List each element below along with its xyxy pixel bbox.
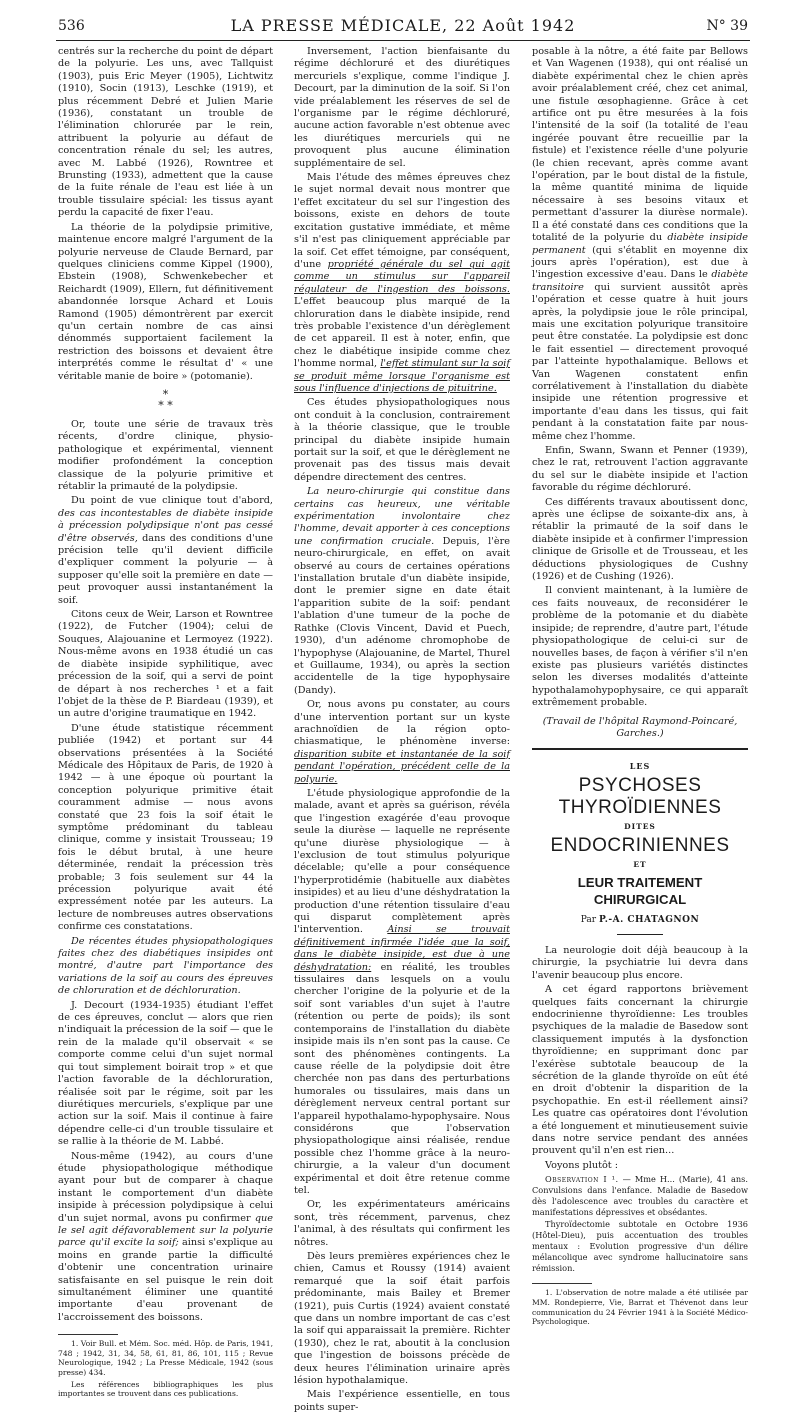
paragraph: Enfin, Swann, Swann et Penner (1939), chez le rat, retrouvent l'action aggravante du sel sur le diabète insipide et l'action favorable du régime déchloruré. [532, 445, 748, 494]
article-title-line-2: ENDOCRINIENNES [550, 835, 730, 857]
article-kicker: LES [629, 761, 651, 772]
paragraph: Il convient maintenant, à la lumière de ces faits nouveaux, de reconsidérer le problème de la potomanie et du diabète insipide; de reprendre, d'autre part, l'étude physiopathologique de celui-ci sur de nouvelles bases, de façon à vérifier s'il n'en existe pas plusieurs variétés distinctes selon les diverses modalités d'atteinte hypothalamohypophysaire, ce qui apparaît extrêmement probable. [532, 585, 748, 709]
article-title-connector: ET [633, 860, 647, 870]
paragraph: J. Decourt (1934-1935) étudiant l'effet de ces épreuves, conclut — alors que rien n'indiquait la précession de la soif — que le rein de la malade qu'il observait « se comporte comme celui d'un sujet normal qui tout simplement boirait trop » et que l'action favorable de la déchloruration, réalisée soit par le régime, soit par les diurétiques mercuriels, s'explique par une action sur la soif. Mais il continue à faire dépendre celle-ci d'un trouble tissulaire et se rallie à la théorie de M. Labbé. [58, 999, 273, 1148]
article-title-line-3: LEUR TRAITEMENT CHIRURGICAL [577, 874, 703, 907]
footnote: 1. L'observation de notre malade a été utilisée par MM. Rondepierre, Vie, Barrat et Thévenot dans leur communication du 24 Février 1941 à la Société Médico-Psychologique. [532, 1288, 748, 1327]
paragraph: Or, les expérimentateurs américains sont, très récemment, parvenus, chez l'animal, à des résultats qui confirment les nôtres. [294, 1199, 510, 1248]
paragraph: Ces différents travaux aboutissent donc, après une éclipse de soixante-dix ans, à rétablir la primauté de la soif dans le diabète insipide et à confirmer l'impression clinique de Grisolle et de Trousseau, et les déductions physiologiques de Cushny (1926) et de Cushing (1926). [532, 496, 748, 583]
footnote: Les références bibliographiques les plus importantes se trouvent dans ces publications. [58, 1379, 273, 1399]
paragraph: Citons ceux de Weir, Larson et Rowntree (1922), de Futcher (1904); celui de Souques, Alajouanine et Lermoyez (1922). Nous-même avons en 1938 étudié un cas de diabète insipide syphilitique, avec précession de la soif, qui a servi de point de départ à nos recherches ¹ et a fait l'objet de la thèse de P. Biardeau (1939), et un autre d'origine traumatique en 1942. [58, 609, 273, 720]
journal-title: LA PRESSE MÉDICALE, 22 Août 1942 [230, 16, 576, 35]
footnote-separator [532, 1283, 592, 1284]
title-rule [617, 934, 663, 935]
article-title-connector: DITES [624, 821, 656, 831]
page-number: 536 [58, 18, 85, 34]
paragraph: Ces études physiopathologiques nous ont conduit à la conclusion, contrairement à la théorie classique, que le trouble principal du diabète insipide humain portait sur la soif, et que le dérèglement ne provenait pas des tissus mais devait dépendre directement des centres. [294, 397, 510, 483]
observation: Thyroïdectomie subtotale en Octobre 1936 (Hôtel-Dieu), puis accentuation des troubles mentaux : Evolution progressive d'un délire mélancolique avec syndrome hallucinatoire sans rémission. [532, 1219, 748, 1273]
paragraph: De récentes études physiopathologiques faites chez des diabétiques insipides ont montré, d'autre part l'importance des variations de la soif au cours des épreuves de chloruration et de déchloruration. [58, 935, 273, 997]
article-title-line-1: PSYCHOSES THYROÏDIENNES [558, 774, 722, 818]
paragraph: Voyons plutôt : [545, 1159, 619, 1171]
column-1 [58, 46, 274, 1399]
paragraph: Or, nous avons pu constater, au cours d'une intervention portant sur un kyste arachnoïdien de la région opto-chiasmatique, le phénomène inverse: disparition subite et instantanée de la soif pendant l'opération, précédent celle de la polyurie. [294, 699, 510, 785]
paragraph: Du point de vue clinique tout d'abord, des cas incontestables de diabète insipide à précession polydipsique n'ont pas cessé d'être observés, dans des conditions d'une précision telle qu'il devient difficile d'expliquer comment la polyurie — à supposer qu'elle soit la première en date — peut provoquer aussi instantanément la soif. [58, 495, 274, 606]
paragraph: L'étude physiologique approfondie de la malade, avant et après sa guérison, révéla que l'ingestion exagérée d'eau provoque seule la diurèse — laquelle ne représente qu'une diurèse physiologique — à l'exclusion de tout stimulus polyurique décelable; qu'elle a pour conséquence l'hyperprotidémie (habituelle aux diabètes insipides) et au lieu d'une déshydratation la production d'une rétention tissulaire d'eau qui disparut complètement après l'intervention. Ainsi se trouvait définitivement infirmée l'idée que la soif, dans le diabète insipide, est due à une déshydratation: en réalité, les troubles tissulaires dans lesquels on a voulu chercher l'origine de la polyurie et de la soif sont variables d'un sujet à l'autre (rétention ou perte de poids); ils sont contemporains de l'installation du diabète insipide mais ils n'en sont pas la cause. Ce sont des phénomènes contingents. La cause réelle de la polydipsie doit être cherchée non pas dans des perturbations humorales ou tissulaires, mais dans un dérèglement nerveux central portant sur l'appareil hypothalamo-hypophysaire. Nous considérons que l'observation physiopathologique ainsi réalisée, rendue possible chez l'homme grâce à la neuro-chirurgie, a la valeur d'un document expérimental et doit être retenue comme tel. [294, 787, 510, 1196]
paragraph: Mais l'expérience essentielle, en tous points super- [294, 1389, 510, 1413]
paragraph: Dès leurs premières expériences chez le chien, Camus et Roussy (1914) avaient remarqué que la soif était parfois prédominante, mais Bailey et Bremer (1921), puis Curtis (1924) avaient constaté que dans un nombre important de cas c'est la soif qui apparaissait la première. Richter (1930), chez le rat, aboutit à la conclusion que l'ingestion de boissons précède de deux heures l'élimination urinaire après lésion hypothalamique. [294, 1251, 510, 1387]
observation: Observation I ¹. — Mme H... (Marie), 41 ans. Convulsions dans l'enfance. Maladie de Basedow dès l'adolescence avec troubles du caractère et manifestations dépressives et obsédantes. [532, 1174, 748, 1217]
paragraph: La théorie de la polydipsie primitive, maintenue encore malgré l'argument de la polyurie nerveuse de Claude Bernard, par quelques cliniciens comme Kippel (1900), Ebstein (1908), Schwenkebecher et Reichardt (1909), Ellern, fut définitivement abandonnée lorsque Achard et Louis Ramond (1905) démontrèrent par exercit qu'un certain nombre de cas ainsi dénommés supportaient facilement la restriction des boissons et devaient être interprétés comme le résultat d' « une véritable manie de boire » (potomanie). [58, 221, 273, 382]
column-3 [532, 46, 749, 1327]
affiliation-credit: (Travail de l'hôpital Raymond-Poincaré, Garches.) [542, 715, 738, 739]
paragraph: La neuro-chirurgie qui constitue dans certains cas heureux, une véritable expérimentation involontaire chez l'homme, devait apporter à ces conceptions une confirmation cruciale. Depuis, l'ère neuro-chirurgicale, en effet, on avait observé au cours de certaines opérations l'installation brutale d'un diabète insipide, dont le premier signe en date était l'apparition subite de la soif: pendant l'ablation d'une tumeur de la poche de Rathke (Clovis Vincent, David et Puech, 1930), d'un adénome chromophobe de l'hypophyse (Alajouanine, de Martel, Thurel et Guillaume, 1934), ou après la section accidentelle de la tige hypophysaire (Dandy). [294, 486, 510, 696]
paragraph: Nous-même (1942), au cours d'une étude physiopathologique méthodique ayant pour but de comparer à chaque instant le comportement d'un diabète insipide à précession polydipsique à celui d'un sujet normal, avons pu confirmer que le sel agit défavorablement sur la polyurie parce qu'il excite la soif; ainsi s'explique au moins en grande partie la difficulté d'obtenir une concentration urinaire satisfaisante en sel puisque le rein doit simultanément éliminer une quantité importante d'eau provenant de l'accroissement des boissons. [58, 1150, 273, 1323]
paragraph: D'une étude statistique récemment publiée (1942) et portant sur 44 observations présentées à la Société Médicale des Hôpitaux de Paris, de 1920 à 1942 — à une époque où pourtant la conception polyurique primitive était couramment admise — nous avons constaté que 23 fois la soif était le symptôme prédominant du tableau clinique, comme y insistait Trousseau; 19 fois le début brutal, à une heure déterminée, rendait la précession très probable; 3 fois seulement sur 44 la précession polyurique avait été expressément notée par les auteurs. La lecture de nombreuses autres observations confirme ces constatations. [58, 722, 273, 933]
section-separator: * * * [158, 387, 173, 412]
article-divider [532, 748, 748, 750]
paragraph: Or, toute une série de travaux très récents, d'ordre clinique, physio-pathologique et expérimental, viennent modifier profondément la conception classique de la polyurie primitive et rétablir la primauté de la polydipsie. [58, 418, 273, 492]
paragraph: La neurologie doit déjà beaucoup à la chirurgie, la psychiatrie lui devra dans l'avenir beaucoup plus encore. [532, 944, 748, 981]
article-author: Par P.-A. CHATAGNON [580, 914, 700, 925]
footnote: 1. Voir Bull. et Mém. Soc. méd. Hôp. de Paris, 1941, 748 ; 1942, 31, 34, 58, 61, 81, 86, 101, 115 ; Revue Neurologique, 1942 ; La Presse Médicale, 1942 (sous presse) 434. [58, 1339, 273, 1377]
paragraph: posable à la nôtre, a été faite par Bellows et Van Wagenen (1938), qui ont réalisé un diabète expérimental chez le chien après avoir préalablement créé, chez cet animal, une fistule œsophagienne. Grâce à cet artifice ont pu être mesurées à la fois l'intensité de la soif (la totalité de l'eau ingérée pouvant être recueillie par la fistule) et l'existence réelle d'une polyurie (le chien recevant, après comme avant l'opération, par le bout distal de la fistule, la même quantité minima de liquide nécessaire à ses besoins vitaux et permettant d'assurer la diurèse normale). Il a été constaté dans ces conditions que la totalité de la polyurie du diabète insipide permanent (qui s'établit en moyenne dix jours après l'opération), est due à l'ingestion excessive d'eau. Dans le diabète transitoire qui survient aussitôt après l'opération et cesse quatre à huit jours après, la polydipsie joue le rôle principal, mais une excitation polyurique transitoire peut être constatée. La polydipsie est donc le fait essentiel — directement provoqué par l'atteinte hypothalamique. Bellows et Van Wagenen constatent enfin corrélativement à l'installation du diabète insipide une rétention progressive et importante d'eau dans les tissus, qui fait pendant à la constatation faite par nous-même chez l'homme. [532, 46, 749, 442]
paragraph: Inversement, l'action bienfaisante du régime déchloruré et des diurétiques mercuriels s'explique, comme l'indique J. Decourt, par la diminution de la soif. Si l'on vide préalablement les réserves de sel de l'organisme par le régime déchloruré, aucune action favorable n'est obtenue avec les diurétiques mercuriels qui ne provoquent plus aucune élimination supplémentaire de sel. [294, 46, 510, 169]
paragraph: centrés sur la recherche du point de départ de la polyurie. Les uns, avec Tallquist (1903), puis Eric Meyer (1905), Lichtwitz (1910), Socin (1913), Leschke (1919), et plus récemment Debré et Julien Marie (1936), constatant un trouble de l'élimination chlorurée par le rein, attribuent la polyurie au défaut de concentration rénale du sel; les autres, avec M. Labbé (1926), Rowntree et Brunsting (1933), admettent que la cause de la fuite rénale de l'eau est liée à un trouble tissulaire spécial: les tissus ayant perdu la capacité de fixer l'eau. [58, 46, 273, 219]
issue-number: N° 39 [706, 18, 748, 34]
paragraph: A cet égard rapportons brièvement quelques faits concernant la chirurgie endocrinienne thyroïdienne: Les troubles psychiques de la maladie de Basedow sont classiquement imputés à la dysfonction thyroïdienne; en supprimant donc par l'exérèse subtotale beaucoup de la sécrétion de la glande thyroïde on eût été en droit d'obtenir la disparition de la psychopathie. En est-il réellement ainsi? Les quatre cas opératoires dont l'évolution a été longuement et minutieusement suivie dans notre service pendant des années prouvent qu'il n'en est rien... [532, 984, 748, 1157]
header-rule [56, 40, 750, 41]
page-header [58, 14, 748, 38]
column-2 [294, 46, 511, 1413]
paragraph: Mais l'étude des mêmes épreuves chez le sujet normal devait nous montrer que l'effet excitateur du sel sur l'ingestion des boissons, existe en dehors de toute excitation gustative immédiate, et même s'il n'est pas cliniquement appréciable par la soif. Cet effet témoigne, par conséquent, d'une propriété générale du sel qui agit comme un stimulus sur l'appareil régulateur de l'ingestion des boissons. L'effet beaucoup plus marqué de la chloruration dans le diabète insipide, rend très probable l'existence d'un dérèglement de cet appareil. Il est à noter, enfin, que chez le diabétique insipide comme chez l'homme normal, l'effet stimulant sur la soif se produit même lorsque l'organisme est sous l'influence d'injections de pituitrine. [294, 172, 511, 394]
footnote-separator [58, 1334, 118, 1335]
